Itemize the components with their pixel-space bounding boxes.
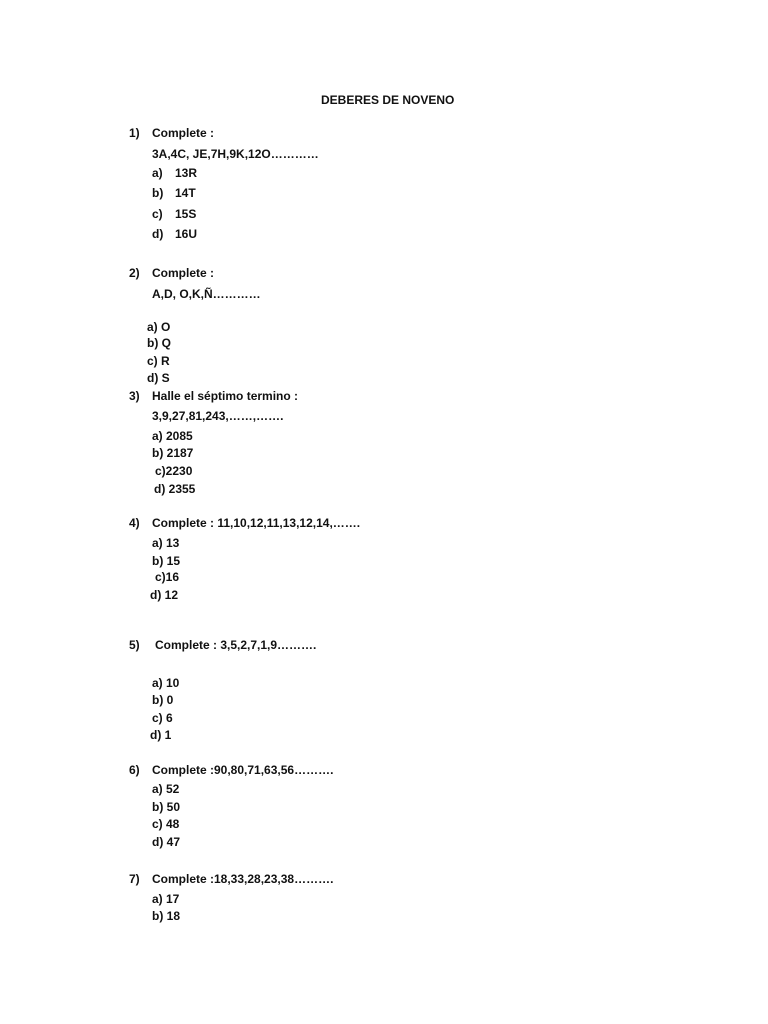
q1-number: 1) — [129, 126, 140, 140]
q7-option-a: a) 17 — [152, 892, 180, 906]
q3-label: Halle el séptimo termino : — [152, 389, 299, 403]
q3-option-a: a) 2085 — [152, 429, 193, 443]
page-title: DEBERES DE NOVENO — [321, 93, 455, 107]
q6-number: 6) — [129, 763, 140, 777]
q1-label: Complete : — [152, 126, 215, 140]
q5-option-d: d) 1 — [150, 728, 172, 742]
q5-label: Complete : 3,5,2,7,1,9………. — [155, 638, 317, 652]
q6-label: Complete :90,80,71,63,56………. — [152, 763, 334, 777]
q2-option-b: b) Q — [147, 336, 171, 350]
q2-number: 2) — [129, 266, 140, 280]
q6-option-d: d) 47 — [152, 835, 181, 849]
q3-option-c: c)2230 — [155, 464, 193, 478]
q1-option-d-letter: d) — [152, 227, 164, 241]
q3-option-b: b) 2187 — [152, 446, 194, 460]
q3-number: 3) — [129, 389, 140, 403]
q1-option-c-text: 15S — [175, 207, 197, 221]
q4-option-d: d) 12 — [150, 588, 179, 602]
q1-option-a-text: 13R — [175, 166, 198, 180]
q4-option-c: c)16 — [155, 570, 180, 584]
q6-option-c: c) 48 — [152, 817, 180, 831]
q1-option-b-text: 14T — [175, 186, 196, 200]
q2-sequence: A,D, O,K,Ñ………… — [152, 287, 261, 301]
q4-number: 4) — [129, 516, 140, 530]
q3-sequence: 3,9,27,81,243,……,……. — [152, 409, 284, 423]
q4-option-a: a) 13 — [152, 536, 180, 550]
q5-option-c: c) 6 — [152, 711, 173, 725]
q5-option-b: b) 0 — [152, 693, 174, 707]
q1-option-c-letter: c) — [152, 207, 163, 221]
q7-option-b: b) 18 — [152, 909, 181, 923]
q7-number: 7) — [129, 872, 140, 886]
q6-option-b: b) 50 — [152, 800, 181, 814]
q5-option-a: a) 10 — [152, 676, 180, 690]
q1-option-a-letter: a) — [152, 166, 163, 180]
q1-option-b-letter: b) — [152, 186, 164, 200]
q2-option-a: a) O — [147, 320, 171, 334]
q7-label: Complete :18,33,28,23,38………. — [152, 872, 334, 886]
q5-number: 5) — [129, 638, 140, 652]
q1-sequence: 3A,4C, JE,7H,9K,12O………… — [152, 147, 319, 161]
q4-option-b: b) 15 — [152, 554, 181, 568]
q2-option-c: c) R — [147, 354, 170, 368]
q6-option-a: a) 52 — [152, 782, 180, 796]
q4-label: Complete : 11,10,12,11,13,12,14,……. — [152, 516, 361, 530]
q2-option-d: d) S — [147, 371, 170, 385]
q1-option-d-text: 16U — [175, 227, 198, 241]
q3-option-d: d) 2355 — [154, 482, 196, 496]
q2-label: Complete : — [152, 266, 215, 280]
